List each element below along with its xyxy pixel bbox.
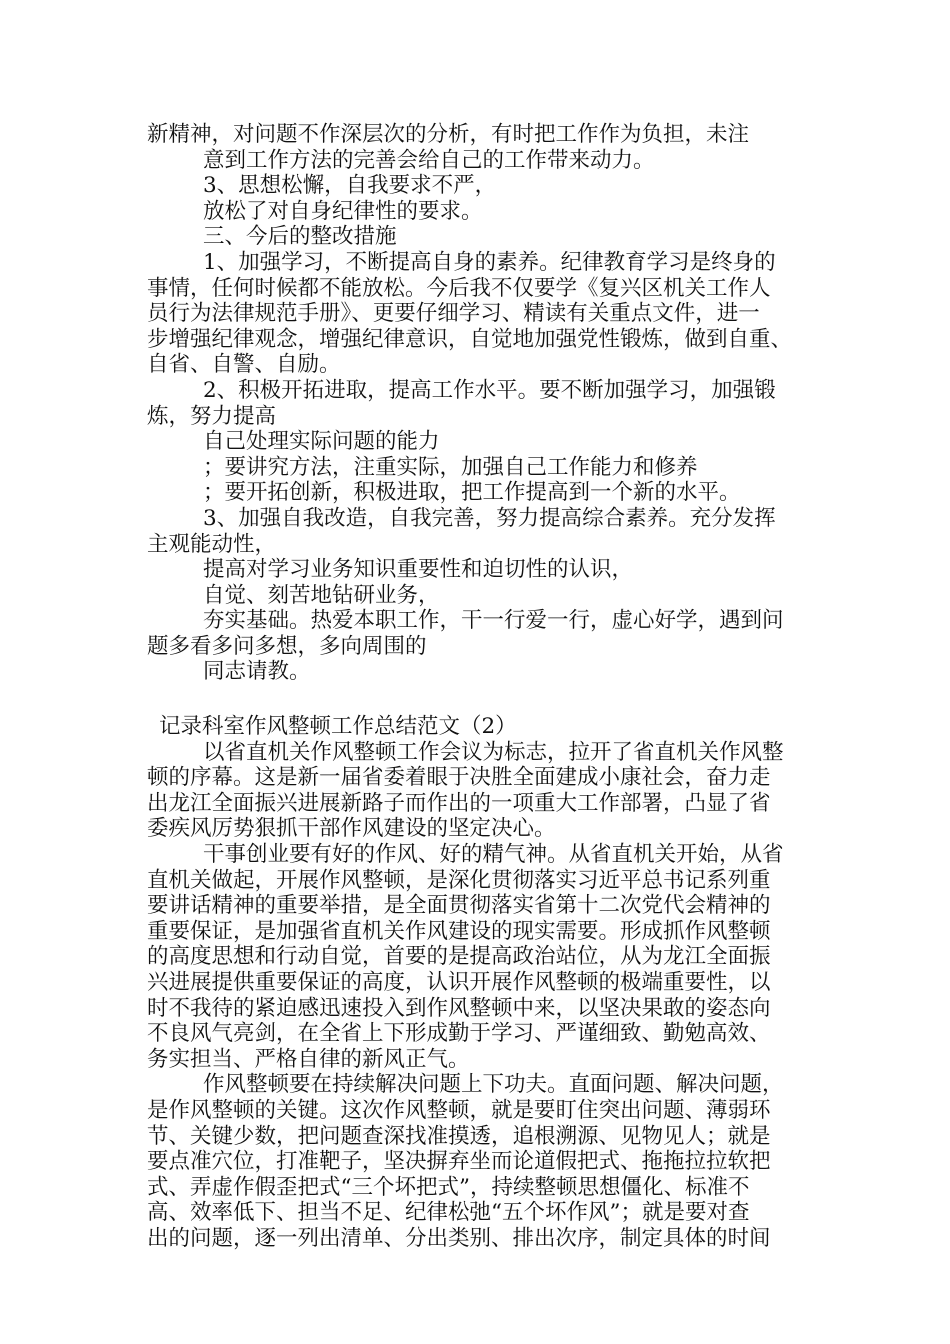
text-line: 意到工作方法的完善会给自己的工作带来动力。: [203, 147, 655, 173]
text-line: 题多看多问多想，多向周围的: [147, 633, 427, 659]
text-line: 员行为法律规范手册》、更要仔细学习、精读有关重点文件，进一: [147, 301, 760, 327]
text-line: 事情，任何时候都不能放松。今后我不仅要学《复兴区机关工作人: [147, 275, 771, 301]
text-line: 以省直机关作风整顿工作会议为标志，拉开了省直机关作风整: [203, 739, 784, 765]
text-line: 的高度思想和行动自觉，首要的是提高政治站位，从为龙江全面振: [147, 944, 771, 970]
text-line: 3、加强自我改造，自我完善，努力提高综合素养。充分发挥: [203, 505, 776, 531]
text-line: 夯实基础。热爱本职工作，干一行爱一行，虚心好学，遇到问: [203, 608, 784, 634]
text-line: 节、关键少数，把问题查深找准摸透，追根溯源、见物见人；就是: [147, 1123, 771, 1149]
text-line: 新精神，对问题不作深层次的分析，有时把工作作为负担，未注: [147, 122, 750, 147]
text-line: 提高对学习业务知识重要性和迫切性的认识，: [203, 557, 634, 583]
text-line: 1、加强学习，不断提高自身的素养。纪律教育学习是终身的: [203, 249, 776, 275]
text-line: 不良风气亮剑，在全省上下形成勤于学习、严谨细致、勤勉高效、: [147, 1021, 771, 1047]
text-line: 放松了对自身纪律性的要求。: [203, 198, 483, 224]
section-title: 记录科室作风整顿工作总结范文（2）: [159, 714, 517, 740]
text-line: 干事创业要有好的作风、好的精气神。从省直机关开始，从省: [203, 842, 784, 868]
text-line: 重要保证，是加强省直机关作风建设的现实需要。形成抓作风整顿: [147, 918, 771, 944]
text-line: 自己处理实际问题的能力: [203, 429, 440, 455]
text-line: 要点准穴位，打准靶子，坚决摒弃坐而论道假把式、拖拖拉拉软把: [147, 1149, 771, 1175]
text-line: 式、弄虚作假歪把式“三个坏把式”，持续整顿思想僵化、标准不: [147, 1174, 750, 1200]
text-line: 是作风整顿的关键。这次作风整顿，就是要盯住突出问题、薄弱环: [147, 1097, 771, 1123]
text-line: 务实担当、严格自律的新风正气。: [147, 1046, 470, 1072]
text-line: 顿的序幕。这是新一届省委着眼于决胜全面建成小康社会，奋力走: [147, 765, 771, 791]
text-line: 兴进展提供重要保证的高度，认识开展作风整顿的极端重要性，以: [147, 970, 771, 995]
text-line: 同志请教。: [203, 659, 311, 685]
section-heading: 三、今后的整改措施: [203, 224, 397, 250]
section-gap: [147, 685, 827, 714]
text-line: 炼，努力提高: [147, 403, 277, 429]
text-line: 主观能动性，: [147, 531, 277, 557]
text-line: 作风整顿要在持续解决问题上下功夫。直面问题、解决问题，: [203, 1072, 784, 1098]
text-line: 自省、自警、自励。: [147, 352, 341, 378]
text-line: 2、积极开拓进取，提高工作水平。要不断加强学习，加强锻: [203, 377, 776, 403]
text-line: 3、思想松懈，自我要求不严，: [203, 173, 497, 199]
text-line: 要讲话精神的重要举措，是全面贯彻落实省第十二次党代会精神的: [147, 893, 771, 919]
text-line: 高、效率低下、担当不足、纪律松弛“五个坏作风”；就是要对查: [147, 1200, 750, 1226]
text-line: 直机关做起，开展作风整顿，是深化贯彻落实习近平总书记系列重: [147, 867, 771, 893]
text-line: 出的问题，逐一列出清单、分出类别、排出次序，制定具体的时间: [147, 1225, 771, 1251]
text-line: 自觉、刻苦地钻研业务，: [203, 582, 440, 608]
text-line: 时不我待的紧迫感迅速投入到作风整顿中来，以坚决果敢的姿态向: [147, 995, 771, 1021]
text-line: 出龙江全面振兴进展新路子而作出的一项重大工作部署，凸显了省: [147, 790, 771, 816]
text-line: 委疾风厉势狠抓干部作风建设的坚定决心。: [147, 816, 556, 842]
text-line: ；要讲究方法，注重实际，加强自己工作能力和修养: [203, 454, 698, 480]
text-line: 步增强纪律观念，增强纪律意识，自觉地加强党性锻炼，做到自重、: [147, 326, 793, 352]
document-body: [147, 122, 827, 1252]
text-line: ；要开拓创新，积极进取，把工作提高到一个新的水平。: [203, 480, 741, 506]
